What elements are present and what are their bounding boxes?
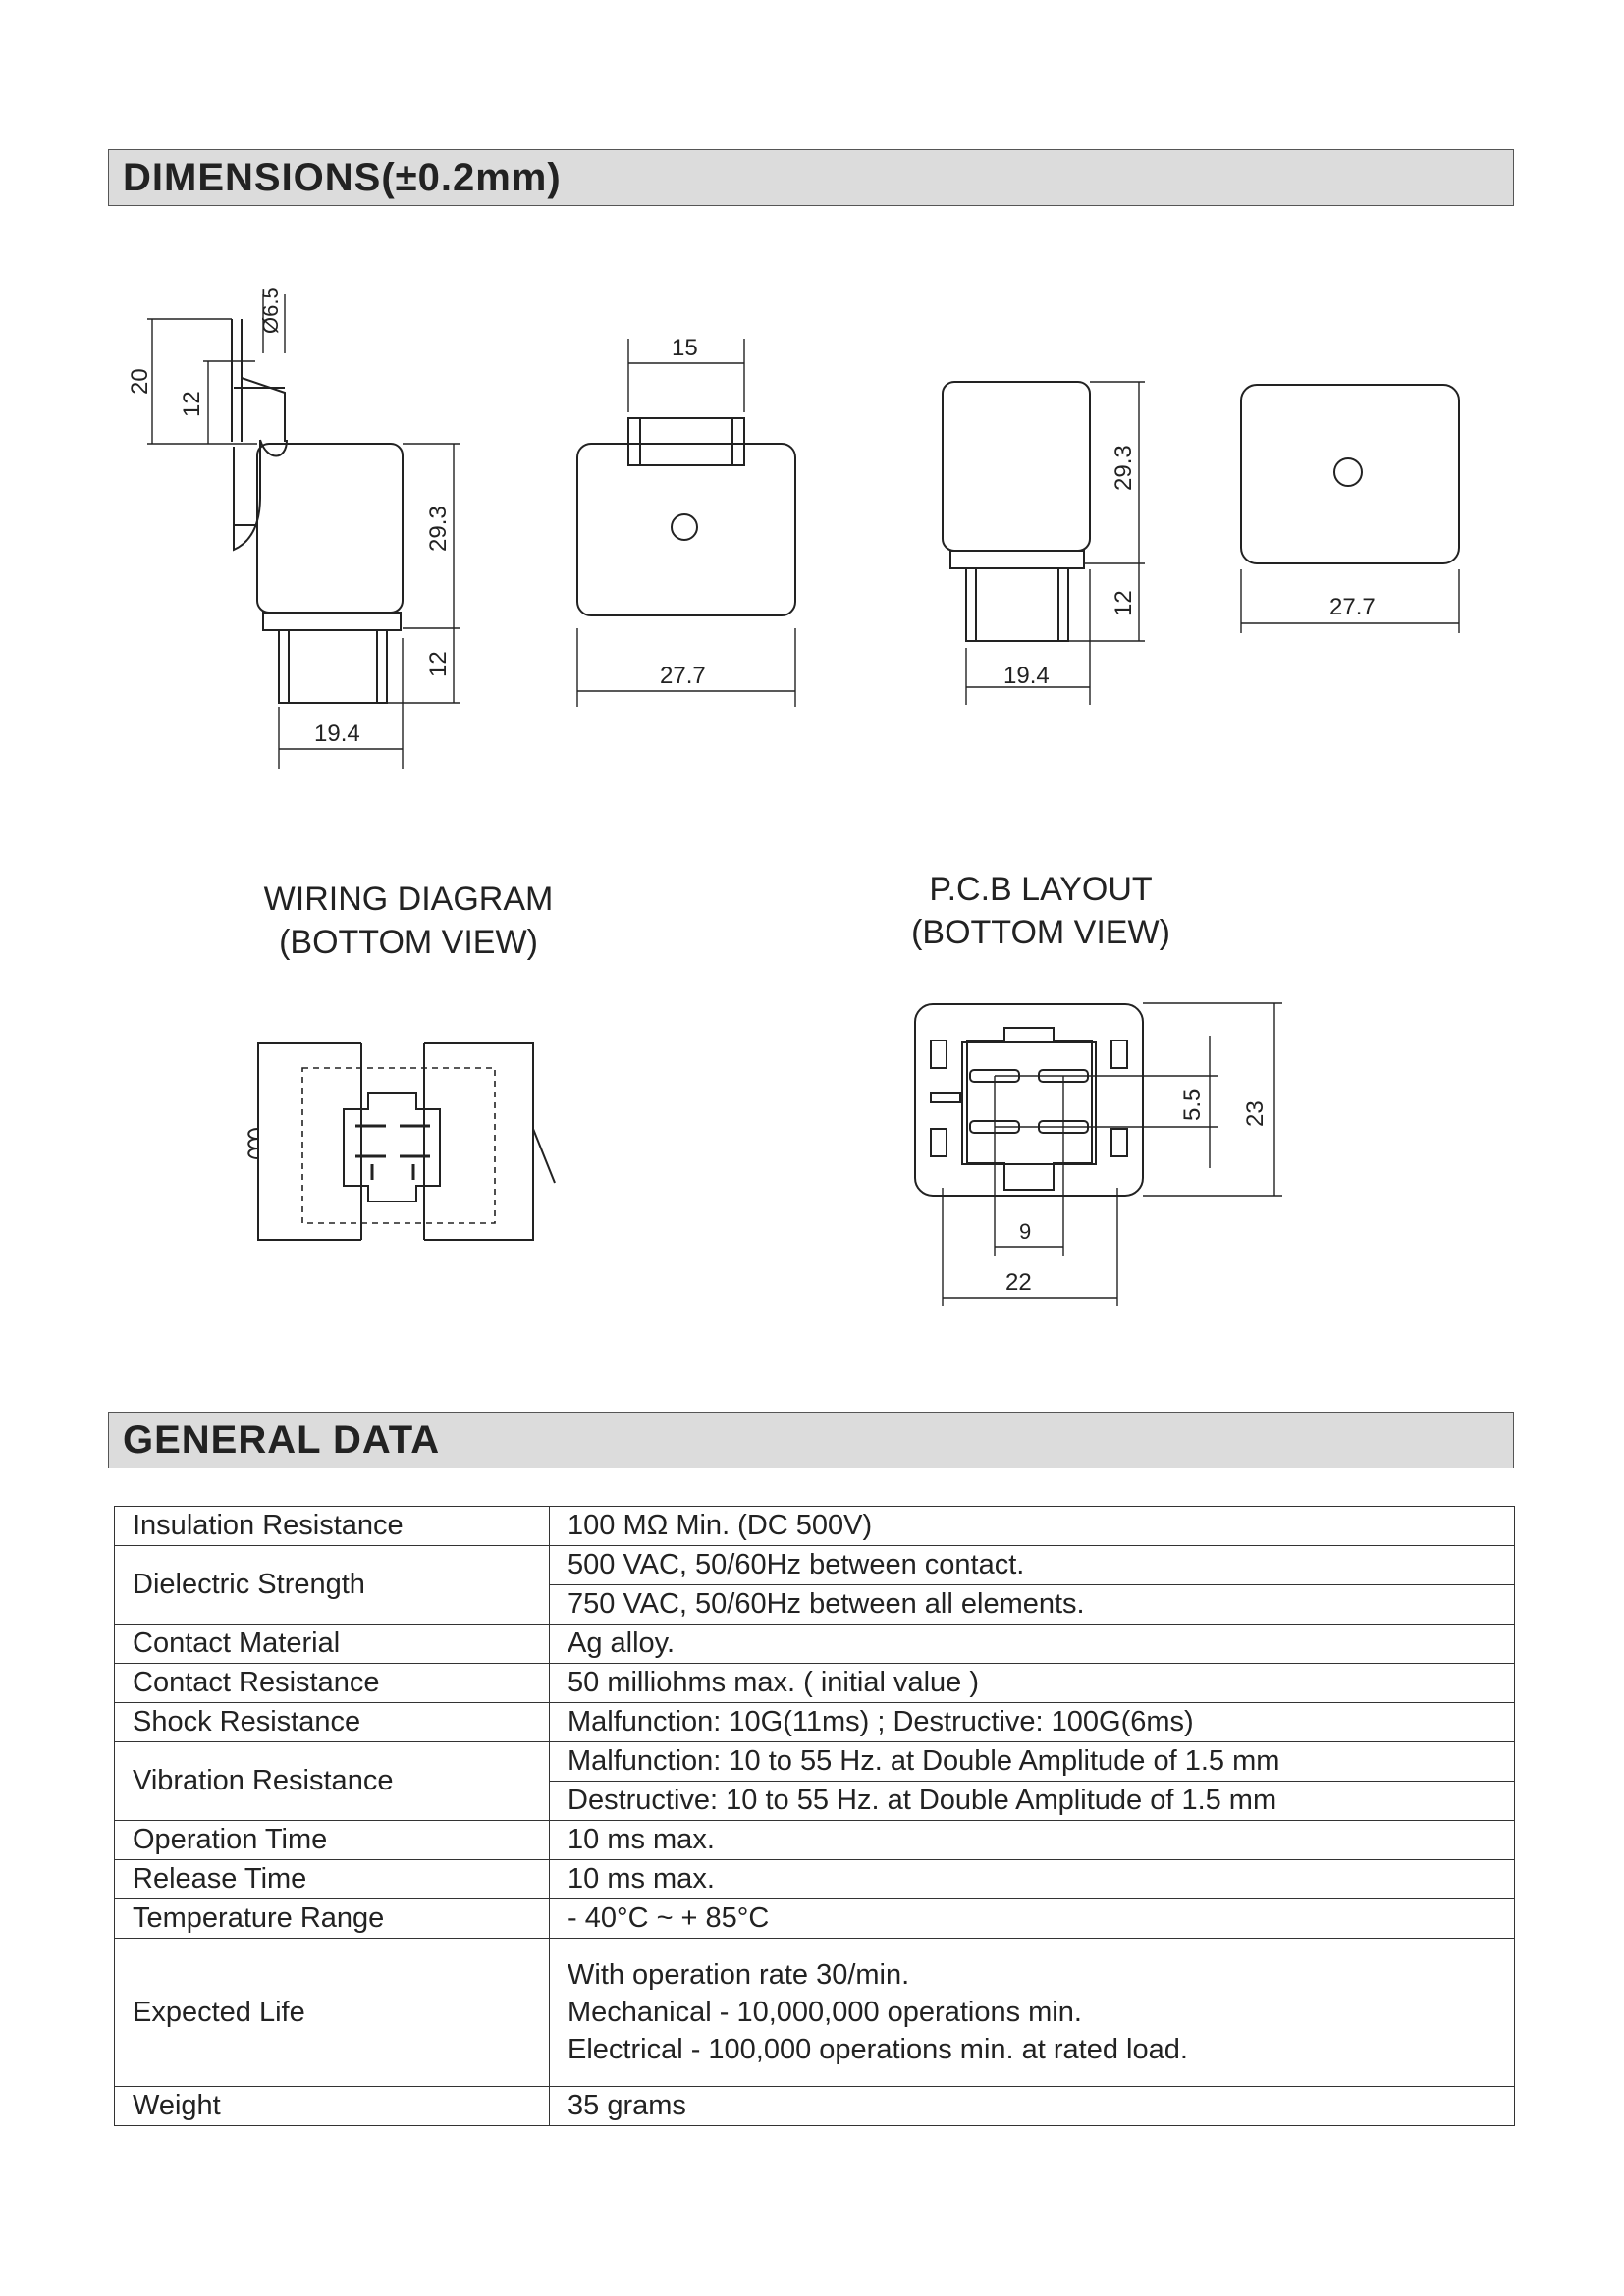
row-label: Insulation Resistance	[115, 1507, 550, 1546]
table-row	[115, 1703, 1515, 1742]
table-row	[115, 1899, 1515, 1939]
wiring-diagram	[248, 1043, 555, 1240]
row-value-line: Electrical - 100,000 operations min. at rated load.	[568, 2034, 1188, 2065]
pcb-label-pitch-h: 9	[1019, 1219, 1032, 1244]
general-data-section-header	[108, 1412, 1514, 1468]
table-row	[115, 1939, 1515, 2087]
pcb-label-pitch-v: 5.5	[1179, 1088, 1206, 1121]
row-label: Shock Resistance	[115, 1703, 550, 1742]
table-row	[115, 1664, 1515, 1703]
row-value: 100 MΩ Min. (DC 500V)	[550, 1507, 1515, 1546]
dim-label-pin-height: 12	[425, 651, 452, 677]
general-data-table	[114, 1506, 1515, 2126]
row-value: Destructive: 10 to 55 Hz. at Double Amplitude of 1.5 mm	[550, 1782, 1515, 1821]
row-value: 500 VAC, 50/60Hz between contact.	[550, 1546, 1515, 1585]
wiring-diagram-caption	[192, 878, 624, 964]
pcb-caption-line2: (BOTTOM VIEW)	[911, 914, 1170, 951]
pcb-layout-caption	[864, 868, 1218, 954]
row-label: Expected Life	[115, 1939, 550, 2087]
row-value: 10 ms max.	[550, 1860, 1515, 1899]
dim-label-top-width: 27.7	[1329, 594, 1376, 620]
row-value: 750 VAC, 50/60Hz between all elements.	[550, 1585, 1515, 1625]
dim-label-total-height: 20	[127, 368, 153, 395]
dim-label-pin-height-2: 12	[1110, 590, 1137, 616]
row-label: Contact Material	[115, 1625, 550, 1664]
dim-label-body-height: 29.3	[425, 506, 452, 552]
row-value-line: With operation rate 30/min.	[568, 1959, 910, 1991]
pcb-label-height: 23	[1242, 1100, 1269, 1127]
dim-label-hole-diameter: Ø6.5	[258, 287, 283, 334]
row-value: 35 grams	[550, 2087, 1515, 2126]
table-row	[115, 1742, 1515, 1782]
row-value: Malfunction: 10G(11ms) ; Destructive: 100G(6ms)	[550, 1703, 1515, 1742]
side-view-2-drawing	[943, 382, 1145, 705]
dim-label-base-width-2: 19.4	[1003, 663, 1050, 689]
row-label: Temperature Range	[115, 1899, 550, 1939]
wiring-caption-line1: WIRING DIAGRAM	[263, 881, 554, 918]
dim-label-tab-height: 12	[179, 391, 205, 417]
row-label: Operation Time	[115, 1821, 550, 1860]
table-row	[115, 1860, 1515, 1899]
dim-label-tab-width: 15	[672, 335, 698, 361]
dim-label-body-height-2: 29.3	[1110, 445, 1137, 491]
row-value-multiline	[550, 1939, 1515, 2087]
dimensions-title: DIMENSIONS(±0.2mm)	[123, 156, 562, 199]
row-value-line: Mechanical - 10,000,000 operations min.	[568, 1997, 1082, 2028]
table-row	[115, 1546, 1515, 1585]
table-row	[115, 1625, 1515, 1664]
pcb-caption-line1: P.C.B LAYOUT	[929, 871, 1153, 908]
table-row	[115, 2087, 1515, 2126]
row-label: Weight	[115, 2087, 550, 2126]
row-value: 10 ms max.	[550, 1821, 1515, 1860]
row-value: 50 milliohms max. ( initial value )	[550, 1664, 1515, 1703]
row-label: Release Time	[115, 1860, 550, 1899]
front-view-drawing	[577, 339, 795, 707]
dim-label-base-width: 19.4	[314, 721, 360, 747]
row-label: Contact Resistance	[115, 1664, 550, 1703]
dim-label-front-width: 27.7	[660, 663, 706, 689]
row-label: Vibration Resistance	[115, 1742, 550, 1821]
row-label: Dielectric Strength	[115, 1546, 550, 1625]
wiring-caption-line2: (BOTTOM VIEW)	[279, 924, 538, 961]
row-value: Ag alloy.	[550, 1625, 1515, 1664]
row-value: - 40°C ~ + 85°C	[550, 1899, 1515, 1939]
pcb-label-width: 22	[1005, 1269, 1032, 1296]
table-row	[115, 1821, 1515, 1860]
general-data-title: GENERAL DATA	[123, 1418, 441, 1462]
table-row	[115, 1507, 1515, 1546]
row-value: Malfunction: 10 to 55 Hz. at Double Amplitude of 1.5 mm	[550, 1742, 1515, 1782]
pcb-layout-diagram	[915, 1003, 1282, 1306]
side-view-drawing	[147, 294, 460, 769]
